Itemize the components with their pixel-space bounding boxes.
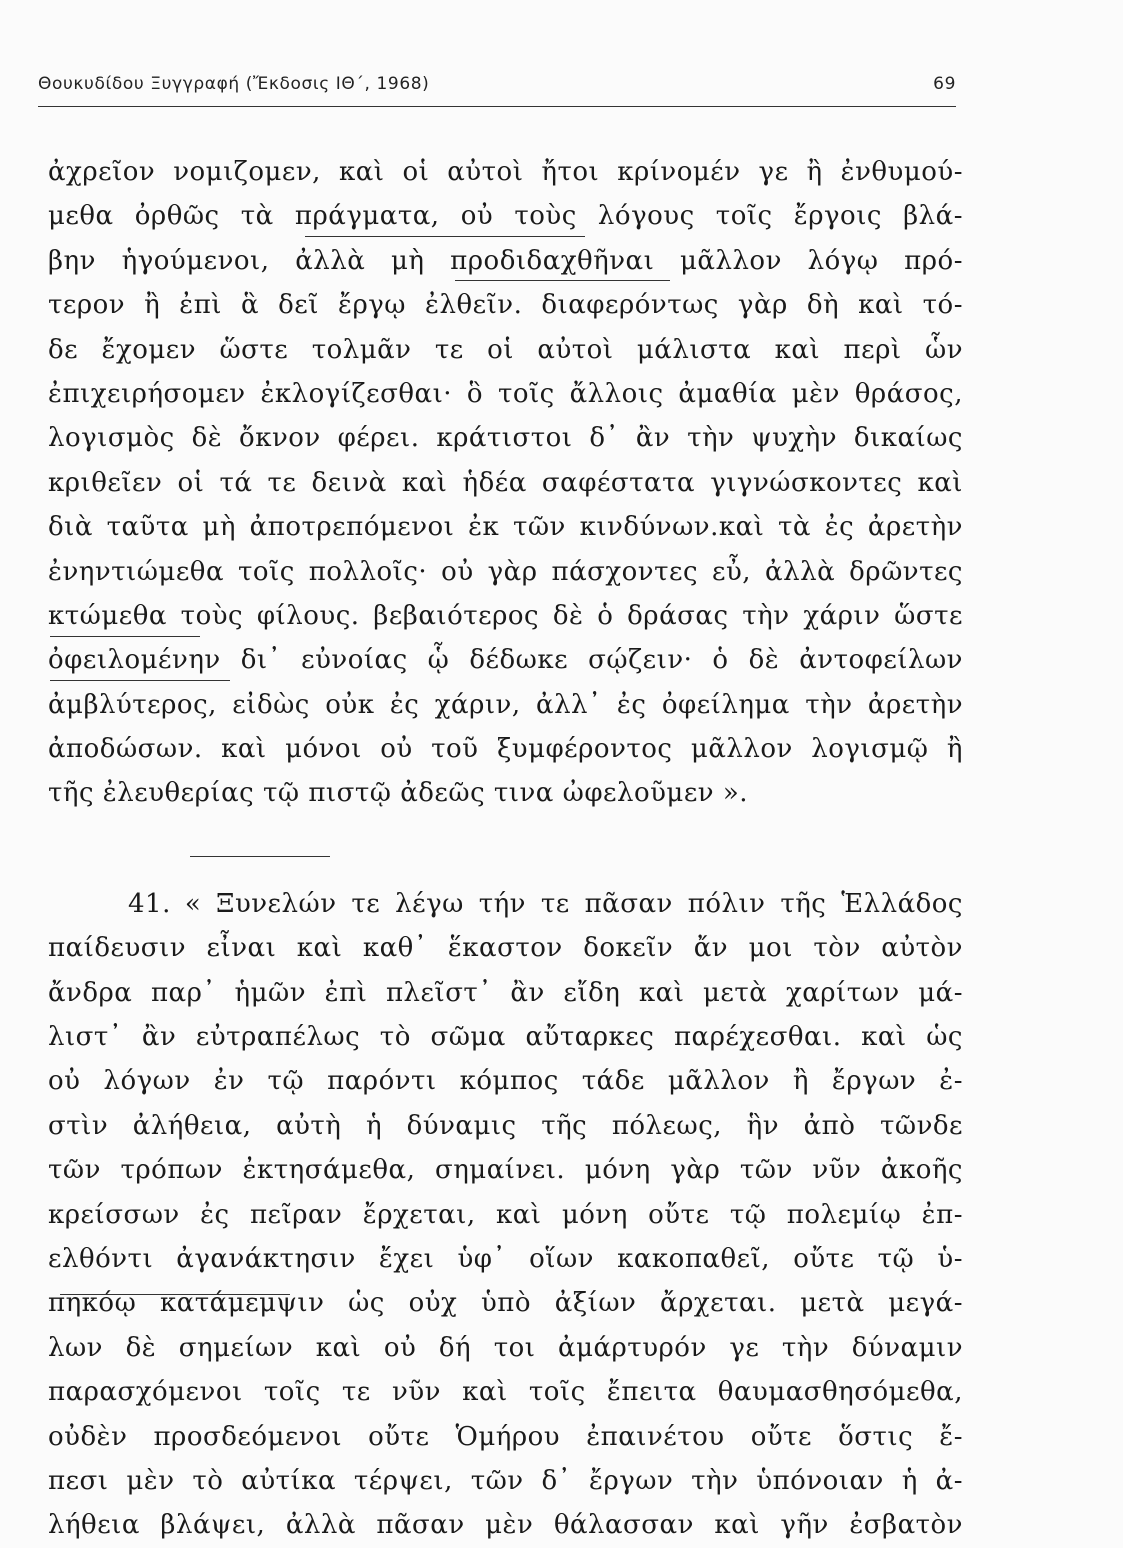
text-line: ὀφειλομένην δι᾽ εὐνοίας ᾧ δέδωκε σῴζειν· ὁ δὲ ἀντοφείλων — [48, 645, 963, 676]
text-line: οὐδὲν προσδεόμενοι οὔτε Ὁμήρου ἐπαινέτου οὔτε ὅστις ἔ- — [48, 1421, 963, 1452]
text-line: κτώμεθα τοὺς φίλους. βεβαιότερος δὲ ὁ δράσας τὴν χάριν ὥστε — [48, 600, 963, 631]
text-line: δε ἔχομεν ὥστε τολμᾶν τε οἱ αὐτοὶ μάλιστα καὶ περὶ ὧν — [48, 334, 963, 365]
running-title: Θουκυδίδου Ξυγγραφή (Ἔκδοσις ΙΘ΄, 1968) — [38, 74, 430, 94]
text-line: τῶν τρόπων ἐκτησάμεθα, σημαίνει. μόνη γὰρ τῶν νῦν ἀκοῆς — [48, 1155, 963, 1186]
text-line: κριθεῖεν οἱ τά τε δεινὰ καὶ ἡδέα σαφέστατα γιγνώσκοντες καὶ — [48, 467, 963, 498]
section-number: 41. — [128, 888, 171, 919]
text-line: στὶν ἀλήθεια, αὐτὴ ἡ δύναμις τῆς πόλεως, ἣν ἀπὸ τῶνδε — [48, 1110, 963, 1141]
page-header — [38, 72, 956, 102]
text-line: ἄνδρα παρ᾽ ἡμῶν ἐπὶ πλεῖστ᾽ ἂν εἴδη καὶ μετὰ χαρίτων μά- — [48, 977, 963, 1008]
text-line: κρείσσων ἐς πεῖραν ἔρχεται, καὶ μόνη οὔτε τῷ πολεμίῳ ἐπ- — [48, 1199, 963, 1230]
text-line: ἀχρεῖον νομιζομεν, καὶ οἱ αὐτοὶ ἤτοι κρίνομέν γε ἢ ἐνθυμού- — [48, 157, 963, 187]
text-line: πηκόῳ κατάμεμψιν ὡς οὐχ ὑπὸ ἀξίων ἄρχεται. μετὰ μεγά- — [48, 1288, 963, 1319]
pencil-underline — [50, 636, 200, 637]
text-line: λήθεια βλάψει, ἀλλὰ πᾶσαν μὲν θάλασσαν καὶ γῆν ἐσβατὸν — [48, 1510, 963, 1541]
text-line: οὐ λόγων ἐν τῷ παρόντι κόμπος τάδε μᾶλλον ἢ ἔργων ἐ- — [48, 1066, 963, 1097]
text-line: παρασχόμενοι τοῖς τε νῦν καὶ τοῖς ἔπειτα θαυμασθησόμεθα, — [48, 1377, 963, 1408]
text-line: ἐνηντιώμεθα τοῖς πολλοῖς· οὐ γὰρ πάσχοντες εὖ, ἀλλὰ δρῶντες — [48, 556, 963, 587]
paragraph-40-end — [48, 150, 963, 816]
page-number: 69 — [933, 74, 956, 94]
pencil-underline — [305, 236, 585, 237]
text-line: ἀποδώσων. καὶ μόνοι οὐ τοῦ ξυμφέροντος μᾶλλον λογισμῷ ἢ — [48, 734, 963, 765]
text-line: πεσι μὲν τὸ αὐτίκα τέρψει, τῶν δ᾽ ἔργων τὴν ὑπόνοιαν ἡ ἀ- — [48, 1465, 963, 1496]
text-line: διὰ ταῦτα μὴ ἀποτρεπόμενοι ἐκ τῶν κινδύνων.καὶ τὰ ἐς ἀρετὴν — [48, 512, 963, 543]
section-gap — [48, 816, 963, 882]
text-line: λων δὲ σημείων καὶ οὐ δή τοι ἀμάρτυρόν γε τὴν δύναμιν — [48, 1332, 963, 1363]
text-line: μεθα ὀρθῶς τὰ πράγματα, οὐ τοὺς λόγους τοῖς ἔργοις βλά- — [48, 201, 963, 232]
pencil-underline — [50, 680, 230, 681]
text-line: ἀμβλύτερος, εἰδὼς οὐκ ἐς χάριν, ἀλλ᾽ ἐς ὀφείλημα τὴν ἀρετὴν — [48, 689, 963, 720]
text-line: τῆς ἐλευθερίας τῷ πιστῷ ἀδεῶς τινα ὠφελοῦμεν ». — [48, 778, 749, 809]
header-rule — [38, 106, 956, 107]
text-line: βην ἡγούμενοι, ἀλλὰ μὴ προδιδαχθῆναι μᾶλλον λόγῳ πρό- — [48, 245, 963, 276]
text-line: λογισμὸς δὲ ὄκνον φέρει. κράτιστοι δ᾽ ἂν τὴν ψυχὴν δικαίως — [48, 423, 963, 454]
text-line: ελθόντι ἀγανάκτησιν ἔχει ὑφ᾽ οἵων κακοπαθεῖ, οὔτε τῷ ὑ- — [48, 1243, 963, 1274]
section-41 — [48, 882, 963, 1548]
pencil-underline — [190, 856, 330, 857]
text-line: τερον ἢ ἐπὶ ἃ δεῖ ἔργῳ ἐλθεῖν. διαφερόντως γὰρ δὴ καὶ τό- — [48, 290, 963, 321]
pencil-underline — [455, 280, 670, 281]
text-body — [48, 150, 963, 1548]
text-line: λιστ᾽ ἂν εὐτραπέλως τὸ σῶμα αὔταρκες παρέχεσθαι. καὶ ὡς — [48, 1022, 963, 1053]
pencil-underline — [60, 1294, 290, 1295]
section-first-line — [48, 882, 963, 926]
text-line: ἐπιχειρήσομεν ἐκλογίζεσθαι· ὃ τοῖς ἄλλοις ἀμαθία μὲν θράσος, — [48, 378, 963, 409]
text-line: παίδευσιν εἶναι καὶ καθ᾽ ἕκαστον δοκεῖν ἄν μοι τὸν αὐτὸν — [48, 933, 963, 964]
text-line: « Ξυνελών τε λέγω τήν τε πᾶσαν πόλιν τῆς Ἑλλάδος — [184, 888, 963, 919]
